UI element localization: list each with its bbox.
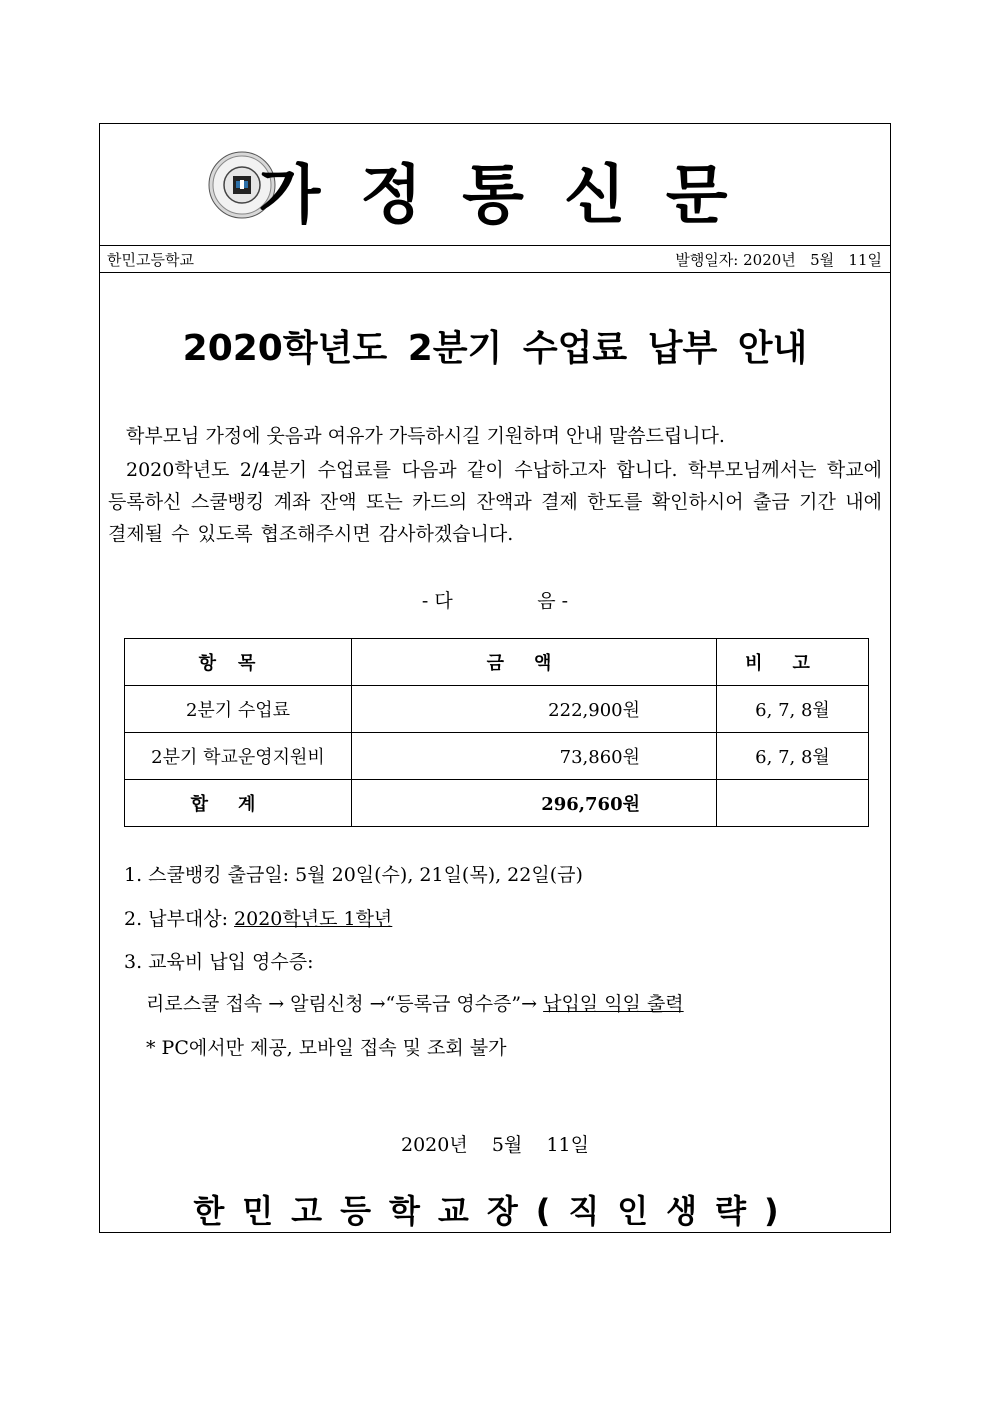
header-note: 비고 xyxy=(717,639,869,686)
info-bar xyxy=(100,245,890,273)
newsletter-header xyxy=(100,124,890,246)
receipt-path xyxy=(146,989,880,1016)
list-item-withdrawal-dates: 1. 스쿨뱅킹 출금일: 5월 20일(수), 21일(목), 22일(금) xyxy=(124,864,583,886)
row-amount: 222,900원 xyxy=(352,686,717,733)
row-note: 6, 7, 8월 xyxy=(717,733,869,780)
publish-date: 발행일자: 2020년 5월 11일 xyxy=(675,251,882,269)
total-note xyxy=(717,780,869,827)
target-label: 2. 납부대상: xyxy=(124,908,235,930)
newsletter-title: 가정통신문 xyxy=(258,158,768,233)
total-label: 합계 xyxy=(125,780,352,827)
table-total-row xyxy=(125,780,869,827)
school-name: 한민고등학교 xyxy=(107,251,194,269)
newsletter-frame xyxy=(99,123,891,1233)
list-item-receipt: 3. 교육비 납입 영수증: xyxy=(124,951,314,973)
document-title: 2020학년도 2분기 수업료 납부 안내 xyxy=(182,328,808,369)
list-item-target xyxy=(124,904,880,931)
notice-paragraph: 2020학년도 2/4분기 수업료를 다음과 같이 수납하고자 합니다. 학부모님께서는 학교에 등록하신 스쿨뱅킹 계좌 잔액 또는 카드의 잔액과 결제 한도를 확인하시어 출금 기간 내에 결제될 수 있도록 협조해주시면 감사하겠습니다. xyxy=(108,459,882,545)
header-item: 항목 xyxy=(125,639,352,686)
receipt-path-end: 납입일 익일 출력 xyxy=(543,993,684,1015)
section-marker: - 다 음 - xyxy=(421,590,569,612)
table-row xyxy=(125,686,869,733)
row-note: 6, 7, 8월 xyxy=(717,686,869,733)
receipt-note: * PC에서만 제공, 모바일 접속 및 조회 불가 xyxy=(146,1037,507,1059)
row-amount: 73,860원 xyxy=(352,733,717,780)
fee-table xyxy=(124,638,869,827)
signature-principal: 한민고등학교장(직인생략) xyxy=(193,1192,797,1230)
greeting-paragraph: 학부모님 가정에 웃음과 여유가 가득하시길 기원하며 안내 말씀드립니다. xyxy=(126,425,725,447)
total-amount: 296,760원 xyxy=(352,780,717,827)
target-value: 2020학년도 1학년 xyxy=(234,908,393,930)
header-amount: 금액 xyxy=(352,639,717,686)
signature-date: 2020년 5월 11일 xyxy=(401,1134,589,1156)
receipt-path-steps: 리로스쿨 접속 → 알림신청 →“등록금 영수증”→ xyxy=(146,993,544,1015)
row-item: 2분기 수업료 xyxy=(125,686,352,733)
table-header-row xyxy=(125,639,869,686)
row-item: 2분기 학교운영지원비 xyxy=(125,733,352,780)
table-row xyxy=(125,733,869,780)
